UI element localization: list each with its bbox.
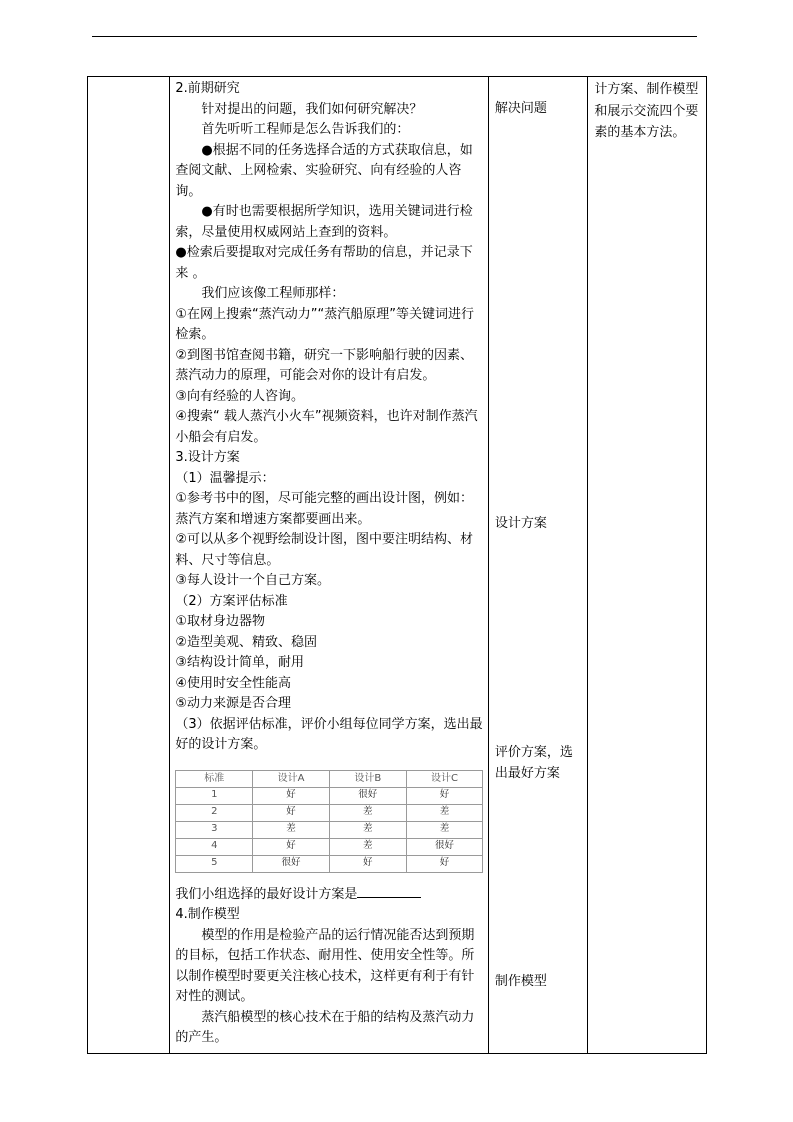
approach-4: ④搜索“ 载人蒸汽小火车”视频资料，也许对制作蒸汽小船会有启发。 [175, 409, 478, 445]
eval-header-row [176, 770, 483, 787]
eval-cell: 3 [176, 821, 253, 838]
content-cell [170, 77, 489, 1054]
eval-cell: 差 [329, 821, 406, 838]
eval-cell: 差 [329, 838, 406, 855]
criterion-3: ③结构设计简单，耐用 [175, 655, 305, 670]
stage-cell [88, 77, 170, 1054]
eval-cell: 好 [253, 804, 330, 821]
eval-cell: 2 [176, 804, 253, 821]
engineer-tip-3: ●检索后要提取对完成任务有帮助的信息，并记录下来 。 [175, 245, 473, 281]
eval-row [176, 787, 483, 804]
choice-line [175, 883, 483, 906]
eval-cell: 好 [253, 787, 330, 804]
eval-header: 标准 [176, 770, 253, 787]
header-rule [92, 36, 697, 37]
tip-3: ③每人设计一个自己方案。 [175, 573, 331, 588]
criterion-2: ②造型美观、精致、稳固 [175, 634, 318, 650]
choice-blank[interactable] [357, 883, 421, 898]
eval-cell: 很好 [253, 855, 330, 872]
research-intro: 首先听听工程师是怎么告诉我们的： [201, 122, 410, 137]
table-row [88, 77, 707, 1054]
eval-cell: 差 [406, 821, 483, 838]
eval-cell: 很好 [329, 787, 406, 804]
notes-cell [588, 77, 707, 1054]
eval-cell: 差 [329, 804, 406, 821]
eval-cell: 差 [253, 821, 330, 838]
criterion-4: ④使用时安全性能高 [175, 675, 292, 691]
lesson-table [87, 76, 707, 1054]
approach-2: ②到图书馆查阅书籍，研究一下影响船行驶的因素、蒸汽动力的原理，可能会对你的设计有启发。 [175, 347, 474, 383]
our-approach: 我们应该像工程师那样： [201, 286, 345, 301]
research-heading: 2.前期研究 [175, 81, 240, 96]
eval-header: 设计B [329, 770, 406, 787]
tip-1: ①参考书中的图，尽可能完整的画出设计图，例如：蒸汽方案和增速方案都要画出来。 [175, 491, 474, 527]
model-para-1: 模型的作用是检验产品的运行情况能否达到预期的目标，包括工作状态、耐用性、使用安全性等。所以制作模型时要更关注核心技术，这样更有利于有针对性的测试。 [175, 927, 475, 1004]
criterion-5: ⑤动力来源是否合理 [175, 696, 292, 711]
eval-header: 设计C [406, 770, 483, 787]
eval-header: 设计A [253, 770, 330, 787]
eval-cell: 好 [406, 855, 483, 872]
criteria-title: （2）方案评估标准 [175, 593, 288, 609]
eval-cell: 好 [253, 838, 330, 855]
eval-cell: 4 [176, 838, 253, 855]
eval-cell: 好 [329, 855, 406, 872]
engineer-tip-1: ●根据不同的任务选择合适的方式获取信息，如查阅文献、上网检索、实验研究、向有经验的人咨询。 [175, 142, 473, 199]
eval-instruction: （3）依据评估标准，评价小组每位同学方案，选出最好的设计方案。 [175, 716, 483, 752]
research-question: 针对提出的问题，我们如何研究解决？ [201, 101, 423, 117]
phase-model: 制作模型 [494, 974, 547, 989]
design-heading: 3.设计方案 [175, 450, 240, 465]
tips-title: （1）温馨提示： [175, 470, 275, 486]
eval-cell: 好 [406, 787, 483, 804]
notes-text: 计方案、制作模型和展示交流四个要素的基本方法。 [594, 82, 699, 140]
tip-2: ②可以从多个视野绘制设计图，图中要注明结构、材料、尺寸等信息。 [175, 532, 474, 568]
phase-cell [488, 77, 587, 1054]
approach-1: ①在网上搜索“蒸汽动力”“蒸汽船原理”等关键词进行检索。 [175, 306, 474, 342]
model-heading: 4.制作模型 [175, 907, 240, 922]
phase-evaluate: 评价方案，选出最好方案 [494, 745, 573, 781]
criterion-1: ①取材身边器物 [175, 614, 266, 629]
choice-prompt: 我们小组选择的最好设计方案是 [175, 886, 358, 902]
eval-cell: 差 [406, 804, 483, 821]
evaluation-table [175, 770, 483, 873]
model-para-2: 蒸汽船模型的核心技术在于船的结构及蒸汽动力的产生。 [175, 1009, 475, 1045]
eval-cell: 很好 [406, 838, 483, 855]
eval-row [176, 855, 483, 872]
phase-design: 设计方案 [494, 516, 547, 531]
approach-3: ③向有经验的人咨询。 [175, 388, 305, 404]
eval-cell: 5 [176, 855, 253, 872]
phase-solve: 解决问题 [494, 101, 547, 116]
eval-cell: 1 [176, 787, 253, 804]
eval-row [176, 838, 483, 855]
eval-row [176, 804, 483, 821]
eval-row [176, 821, 483, 838]
engineer-tip-2: ●有时也需要根据所学知识，选用关键词进行检索，尽量使用权威网站上查到的资料。 [175, 204, 473, 240]
